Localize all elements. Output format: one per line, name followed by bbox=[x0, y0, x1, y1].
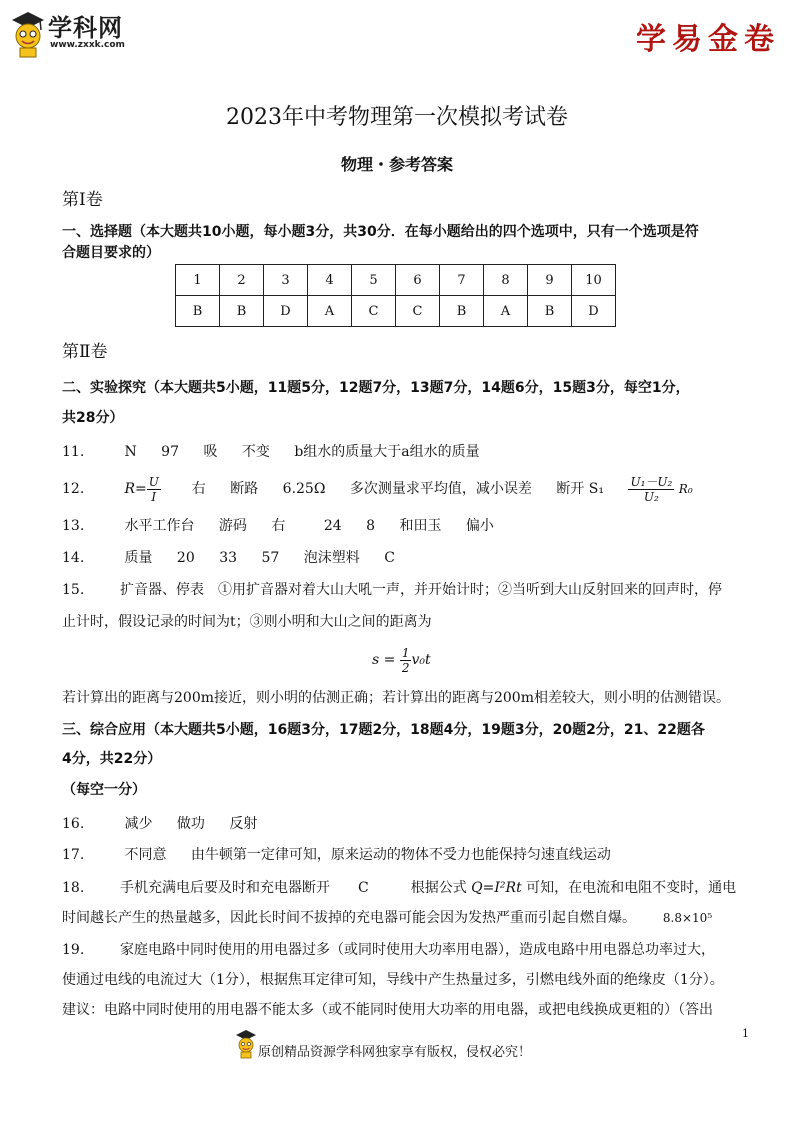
answer-item: N bbox=[124, 444, 137, 460]
logo-url-text: www.zxxk.com bbox=[50, 40, 125, 50]
question-number: 18. bbox=[62, 880, 85, 896]
answer-item: 20 bbox=[176, 550, 195, 566]
table-cell: 7 bbox=[440, 265, 484, 296]
answer-item: C bbox=[384, 550, 395, 566]
question-19-line2: 使通过电线的电流过大（1分），根据焦耳定律可知，导线中产生热量过多，引燃电线外面的绝缘皮（1分）。 bbox=[62, 972, 724, 988]
formula-joule: Q=I²Rt bbox=[471, 880, 522, 896]
fraction-denominator: U₂ bbox=[643, 489, 659, 504]
question-text: 可知，在电流和电阻不变时，通电 bbox=[521, 880, 737, 896]
brand-seal-text: 学易金卷 bbox=[636, 22, 780, 57]
table-cell: C bbox=[352, 296, 396, 327]
question-text: 时间越长产生的热量越多，因此长时间不拔掉的充电器可能会因为发热严重而引起自燃自爆。 bbox=[62, 910, 636, 926]
fraction-numerator: 1 bbox=[401, 645, 410, 660]
answer-item: 24 bbox=[323, 518, 342, 534]
question-15-line1 bbox=[62, 580, 722, 600]
question-18-line2 bbox=[62, 908, 712, 928]
answer-item: 右 bbox=[191, 481, 206, 497]
question-number: 15. bbox=[62, 582, 85, 598]
question-number: 14. bbox=[62, 550, 85, 566]
formula-right: v₀t bbox=[411, 652, 431, 668]
table-cell: 1 bbox=[176, 265, 220, 296]
answer-item: 吸 bbox=[203, 444, 218, 460]
question-text: 家庭电路中同时使用的用电器过多（或同时使用大功率用电器），造成电路中用电器总功率过大， bbox=[120, 942, 715, 958]
section-two-line2: 共28分） bbox=[62, 410, 124, 426]
page-number: 1 bbox=[742, 1027, 749, 1040]
question-text: 扩音器、停表 ①用扩音器对着大山大吼一声，并开始计时；②当听到大山反射回来的回声时，停 bbox=[120, 582, 722, 598]
table-cell: 6 bbox=[396, 265, 440, 296]
page-title: 2023年中考物理第一次模拟考试卷 bbox=[226, 105, 568, 130]
table-cell: A bbox=[484, 296, 528, 327]
formula-r0-tail: R₀ bbox=[678, 482, 693, 496]
question-number: 12. bbox=[62, 481, 85, 497]
question-15-line3: 若计算出的距离与200m接近，则小明的估测正确；若计算出的距离与200m相差较大，则小明的估测错误。 bbox=[62, 690, 730, 706]
question-18-line1 bbox=[62, 878, 736, 898]
table-cell: A bbox=[308, 296, 352, 327]
answer-item: 断开 S₁ bbox=[556, 481, 605, 497]
answer-item: 质量 bbox=[124, 550, 153, 566]
answer-item: 57 bbox=[261, 550, 280, 566]
question-15-line2: 止计时，假设记录的时间为t；③则小明和大山之间的距离为 bbox=[62, 614, 432, 630]
formula-r-fraction bbox=[147, 475, 161, 504]
table-cell: C bbox=[396, 296, 440, 327]
question-11 bbox=[62, 442, 500, 462]
table-cell: 3 bbox=[264, 265, 308, 296]
answer-item: 33 bbox=[219, 550, 238, 566]
table-cell: D bbox=[572, 296, 616, 327]
answer-item: 97 bbox=[161, 444, 179, 460]
answer-item: 8 bbox=[366, 518, 376, 534]
formula-r-label: R= bbox=[124, 481, 147, 497]
mascot-icon bbox=[8, 10, 48, 58]
footer-mascot-icon bbox=[234, 1029, 258, 1059]
question-text: 手机充满电后要及时和充电器断开 C 根据公式 bbox=[120, 880, 472, 896]
section-three-line2: 4分，共22分） bbox=[62, 751, 162, 767]
section-three-line1: 三、综合应用（本大题共5小题，16题3分，17题2分，18题4分，19题3分，20题2分，21、22题各 bbox=[62, 722, 705, 738]
fraction-denominator: 2 bbox=[401, 660, 410, 675]
volume-two-heading: 第Ⅱ卷 bbox=[62, 342, 108, 362]
answer-item: 减少 bbox=[124, 816, 153, 832]
answer-item: 游码 bbox=[218, 518, 247, 534]
answer-item: 不变 bbox=[241, 444, 270, 460]
table-cell: 8 bbox=[484, 265, 528, 296]
table-cell: B bbox=[440, 296, 484, 327]
section-three-note: （每空一分） bbox=[62, 782, 146, 798]
formula-fraction bbox=[400, 646, 412, 675]
table-cell: 9 bbox=[528, 265, 572, 296]
question-15-formula bbox=[372, 642, 431, 678]
question-12 bbox=[62, 474, 693, 504]
section-one-line1: 一、选择题（本大题共10小题，每小题3分，共30分．在每小题给出的四个选项中，只有一个选项是符 bbox=[62, 224, 699, 240]
answer-item: 多次测量求平均值，减小误差 bbox=[349, 481, 532, 497]
volume-one-heading: 第Ⅰ卷 bbox=[62, 190, 103, 210]
answer-item: 偏小 bbox=[465, 518, 494, 534]
formula-left: s = bbox=[372, 652, 396, 668]
site-logo bbox=[8, 6, 138, 60]
table-cell: 5 bbox=[352, 265, 396, 296]
answer-item: 6.25Ω bbox=[282, 481, 326, 497]
answer-item: 做功 bbox=[176, 816, 205, 832]
answer-item: 断路 bbox=[230, 481, 259, 497]
table-cell: D bbox=[264, 296, 308, 327]
answer-item: 由牛顿第一定律可知，原来运动的物体不受力也能保持匀速直线运动 bbox=[190, 847, 611, 863]
section-two-line1: 二、实验探究（本大题共5小题，11题5分，12题7分，13题7分，14题6分，15题3分，每空1分， bbox=[62, 380, 690, 396]
table-cell: 4 bbox=[308, 265, 352, 296]
section-one-line2: 合题目要求的） bbox=[62, 245, 160, 261]
answer-item: b组水的质量大于a组水的质量 bbox=[294, 444, 480, 460]
answer-item: 右 bbox=[271, 518, 286, 534]
answer-table bbox=[175, 264, 616, 327]
answer-item: 不同意 bbox=[124, 847, 167, 863]
answer-item: 水平工作台 bbox=[124, 518, 195, 534]
question-16 bbox=[62, 814, 277, 834]
question-number: 17. bbox=[62, 847, 85, 863]
table-cell: 10 bbox=[572, 265, 616, 296]
question-14 bbox=[62, 548, 415, 568]
fraction-numerator: U bbox=[148, 474, 159, 489]
answer-value: 8.8×10⁵ bbox=[662, 911, 713, 925]
table-header-row bbox=[176, 265, 616, 296]
footer-copyright: 原创精品资源学科网独家享有版权，侵权必究！ bbox=[258, 1045, 532, 1060]
table-answer-row bbox=[176, 296, 616, 327]
question-number: 11. bbox=[62, 444, 85, 460]
fraction-numerator: U₁－U₂ bbox=[630, 474, 673, 489]
answer-item: 和田玉 bbox=[399, 518, 442, 534]
question-number: 16. bbox=[62, 816, 85, 832]
answer-item: 反射 bbox=[229, 816, 258, 832]
table-cell: 2 bbox=[220, 265, 264, 296]
table-cell: B bbox=[528, 296, 572, 327]
question-number: 19. bbox=[62, 942, 85, 958]
question-19-line3: 建议：电路中同时使用的用电器不能太多（或不能同时使用大功率的用电器，或把电线换成更粗的）（答出 bbox=[62, 1002, 713, 1018]
page-subtitle: 物理・参考答案 bbox=[340, 155, 453, 174]
question-19-line1 bbox=[62, 940, 715, 960]
table-cell: B bbox=[220, 296, 264, 327]
table-cell: B bbox=[176, 296, 220, 327]
formula-r0-fraction bbox=[628, 475, 674, 504]
logo-brand-text: 学科网 bbox=[48, 14, 123, 42]
question-number: 13. bbox=[62, 518, 85, 534]
fraction-denominator: I bbox=[151, 489, 157, 504]
question-17 bbox=[62, 845, 611, 865]
question-13 bbox=[62, 516, 514, 536]
answer-item: 泡沫塑料 bbox=[303, 550, 360, 566]
